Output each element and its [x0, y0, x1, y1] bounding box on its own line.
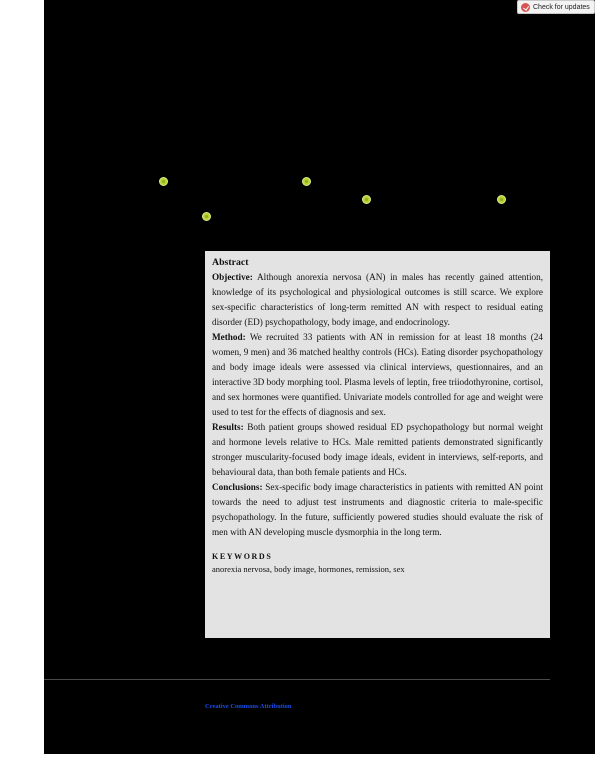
objective-text: Although anorexia nervosa (AN) in males has recently gained attention, knowledge of its psychological and physiological outcomes is still scarce. We explore sex-specific characteristics of long-term remitted AN with respect to residual eating disorder (ED) psychopathology, body image, and endocrinology. — [212, 272, 543, 327]
check-for-updates-button[interactable] — [517, 0, 595, 14]
keywords-title: KEYWORDS — [212, 552, 273, 561]
abstract-results — [212, 420, 543, 480]
results-text: Both patient groups showed residual ED psychopathology but normal weight and hormone levels relative to HCs. Male remitted patients demonstrated significantly stronger muscularity-focused body image ideals, evident in interviews, self-reports, and behavioural data, than both female patients and HCs. — [212, 422, 543, 477]
keywords-list: anorexia nervosa, body image, hormones, remission, sex — [212, 564, 405, 574]
abstract-conclusions — [212, 480, 543, 540]
license-link[interactable]: Creative Commons Attribution — [205, 703, 292, 710]
check-for-updates-label: Check for updates — [533, 3, 590, 11]
results-label: Results: — [212, 422, 244, 432]
conclusions-text: Sex-specific body image characteristics in patients with remitted AN point towards the need to adjust test instruments and diagnostic criteria to male-specific psychopathology. In the future, sufficiently powered studies should evaluate the risk of men with AN developing muscle dysmorphia in the long term. — [212, 482, 543, 537]
abstract-objective — [212, 270, 543, 330]
abstract-method — [212, 330, 543, 420]
orcid-icon[interactable] — [302, 177, 311, 186]
abstract-box — [205, 251, 550, 638]
method-label: Method: — [212, 332, 246, 342]
orcid-icon[interactable] — [159, 177, 168, 186]
footer-divider — [44, 679, 550, 680]
check-for-updates-icon — [521, 3, 530, 12]
conclusions-label: Conclusions: — [212, 482, 263, 492]
method-text: We recruited 33 patients with AN in remission for at least 18 months (24 women, 9 men) and 36 matched healthy controls (HCs). Eating disorder psychopathology and body image ideals were assessed via clinical interviews, questionnaires, and an interactive 3D body morphing tool. Plasma levels of leptin, free triiodothyronine, cortisol, and sex hormones were quantified. Univariate models controlled for age and weight were used to test for the effects of diagnosis and sex. — [212, 332, 543, 417]
objective-label: Objective: — [212, 272, 253, 282]
orcid-icon[interactable] — [362, 195, 371, 204]
abstract-heading: Abstract — [212, 257, 249, 268]
orcid-icon[interactable] — [497, 195, 506, 204]
orcid-icon[interactable] — [202, 212, 211, 221]
